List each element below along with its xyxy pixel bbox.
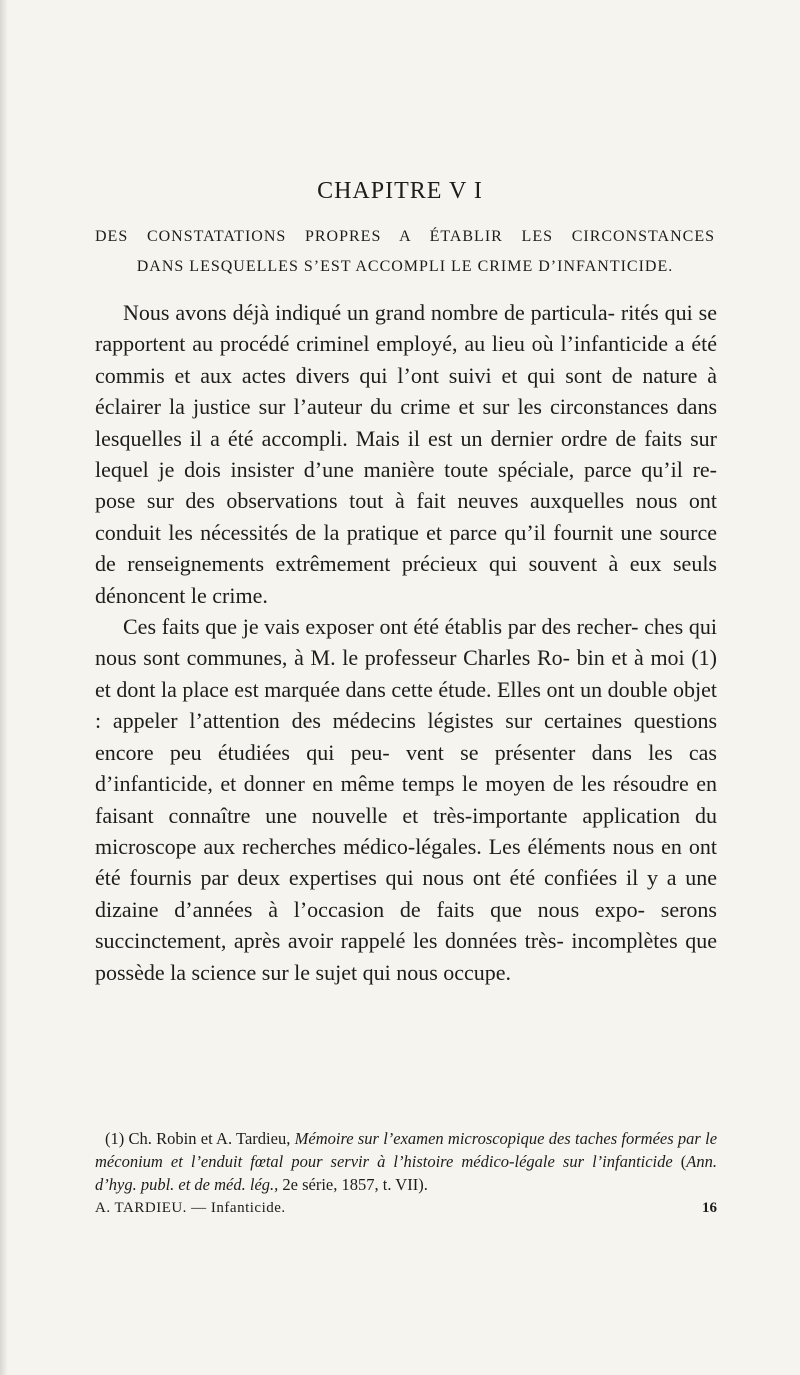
signature-mark: A. TARDIEU. — Infanticide. (95, 1200, 286, 1216)
paragraph-1: Nous avons déjà indiqué un grand nombre de particula- rités qui se rapportent au procédé criminel employé, au lieu où l’infanticide a été commis et aux actes divers qui l’ont suivi et qui sont de nature à éclairer la justice sur l’auteur du crime et sur les circonstances dans lesquelles il a été accompli. Mais il est un dernier ordre de faits sur lequel je dois insister d’une manière toute spéciale, parce qu’il re- pose sur des observations tout à fait neuves auxquelles nous ont conduit les nécessités de la pratique et parce qu’il fournit une source de renseignements extrêmement précieux qui souvent à eux seuls dénoncent le crime. (95, 300, 717, 608)
main-text (95, 297, 717, 988)
footnote-source-open: ( (680, 1152, 687, 1171)
footnote-source: Ann. d’hyg. publ. et de méd. lég., (95, 1152, 718, 1194)
footnote-source-rest: 2e série, 1857, t. VII). (278, 1175, 428, 1194)
footnote (95, 1127, 717, 1196)
page-number: 16 (702, 1200, 717, 1216)
chapter-subtitle-line-2: DANS LESQUELLES S’EST ACCOMPLI LE CRIME D’INFANTICIDE. (136, 258, 674, 275)
footnote-title: Mémoire sur l’examen microscopique des taches formées par le méconium et l’enduit fœtal pour servir à l’histoire médico-légale sur l’infanticide (95, 1129, 718, 1171)
page-edge-shadow (0, 0, 8, 1375)
footnote-marker: (1) (105, 1129, 125, 1148)
chapter-title: CHAPITRE V I (317, 178, 483, 204)
chapter-subtitle-line-1: DES CONSTATATIONS PROPRES A ÉTABLIR LES CIRCONSTANCES (95, 228, 715, 245)
footnote-authors: Ch. Robin et A. Tardieu, (128, 1129, 291, 1148)
paragraph-2: Ces faits que je vais exposer ont été établis par des recher- ches qui nous sont communes, à M. le professeur Charles Ro- bin et à moi (1) et dont la place est marquée dans cette étude. Elles ont un double objet : appeler l’attention des médecins légistes sur certaines questions encore peu étudiées qui peu- vent se présenter dans les cas d’infanticide, et donner en même temps le moyen de les résoudre en faisant connaître une nouvelle et très-importante application du microscope aux recherches médico-légales. Les éléments nous en ont été fournis par deux expertises qui nous ont été confiées il y a une dizaine d’années à l’occasion de faits que nous expo- serons succinctement, après avoir rappelé les données très- incomplètes que possède la science sur le sujet qui nous occupe. (95, 614, 717, 985)
